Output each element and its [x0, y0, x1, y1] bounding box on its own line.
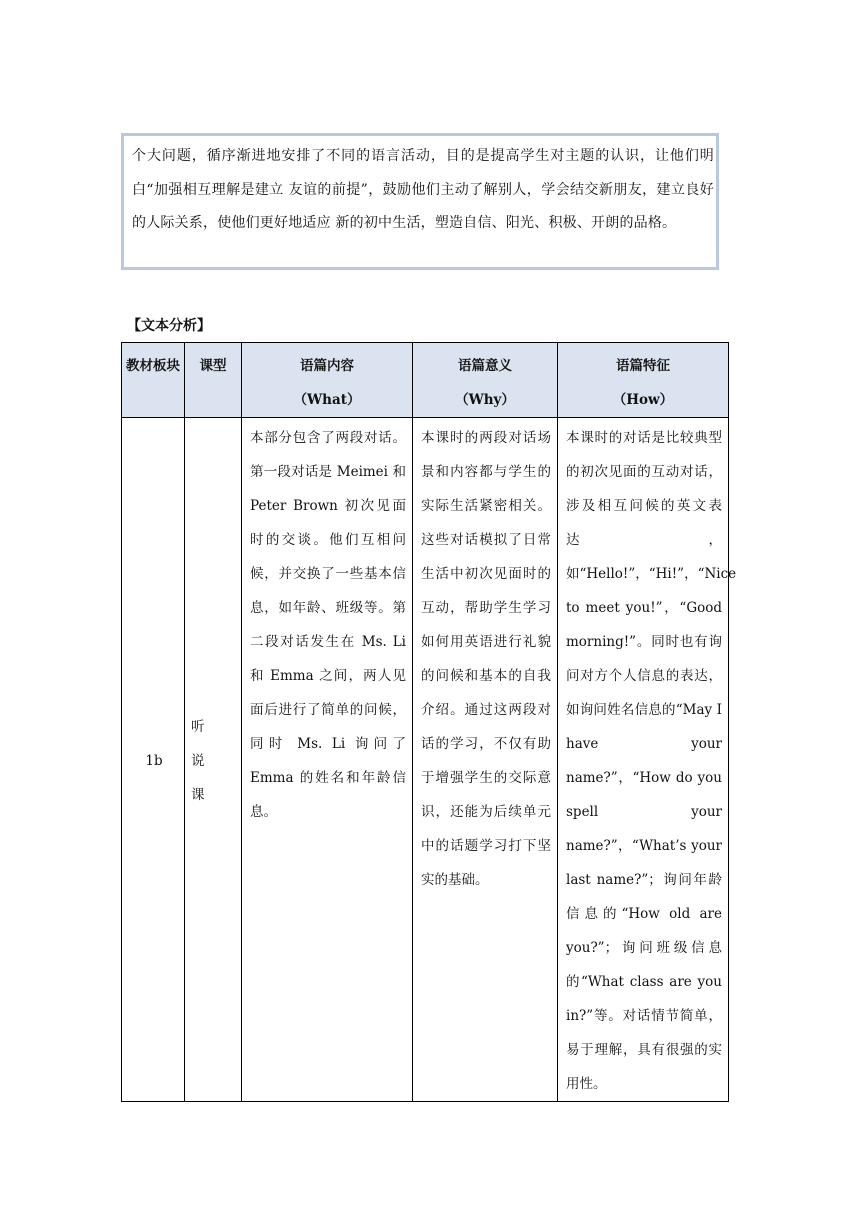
header-module: 教材板块 — [122, 343, 185, 418]
cell-type-line2: 课 — [191, 787, 205, 803]
table-row — [122, 418, 729, 1102]
cell-how: 本课时的对话是比较典型的初次见面的互动对话，涉及相互问候的英文表达，如“Hello!”，“Hi!”，“Nice to meet you!”，“Good morning!”。同时也有询问对方个人信息的表达，如询问姓名信息的“May I have your name?”，“How do you spell your name?”，“What’s your last name?”；询问年龄信息的“How old are you?”；询问班级信息的“What class are you in?”等。对话情节简单，易于理解，具有很强的实用性。 — [558, 418, 729, 1102]
header-why-en: （Why） — [455, 392, 515, 408]
table-header-row — [122, 343, 729, 418]
cell-type — [185, 418, 242, 1102]
header-how-cn: 语篇特征 — [616, 358, 670, 374]
header-why-cn: 语篇意义 — [458, 358, 512, 374]
text-analysis-table — [121, 342, 737, 1102]
intro-paragraph: 个大问题，循序渐进地安排了不同的语言活动，目的是提高学生对主题的认识，让他们明白“加强相互理解是建立 友谊的前提”，鼓励他们主动了解别人，学会结交新朋友，建立良好的人际关系，使他们更好地适应 新的初中生活，塑造自信、阳光、积极、开朗的品格。 — [132, 148, 714, 231]
header-how-en: （How） — [612, 392, 674, 408]
section-title: 【文本分析】 — [127, 318, 211, 334]
header-what-cn: 语篇内容 — [300, 358, 354, 374]
cell-type-line1: 听说 — [191, 719, 223, 769]
header-what-en: （What） — [293, 392, 361, 408]
header-type: 课型 — [185, 343, 242, 418]
intro-text-box — [121, 133, 719, 270]
header-how — [558, 343, 729, 418]
cell-why: 本课时的两段对话场景和内容都与学生的实际生活紧密相关。这些对话模拟了日常生活中初次见面时的互动，帮助学生学习如何用英语进行礼貌的问候和基本的自我介绍。通过这两段对话的学习，不仅有助于增强学生的交际意识，还能为后续单元中的话题学习打下坚实的基础。 — [413, 418, 558, 1102]
header-what — [242, 343, 413, 418]
cell-module: 1b — [122, 418, 185, 1102]
cell-what: 本部分包含了两段对话。第一段对话是 Meimei 和 Peter Brown 初次见面时的交谈。他们互相问候，并交换了一些基本信息，如年龄、班级等。第二段对话发生在 Ms. Li 和 Emma 之间，两人见面后进行了简单的问候，同时 Ms. Li 询问了 Emma 的姓名和年龄信息。 — [242, 418, 413, 1102]
header-why — [413, 343, 558, 418]
